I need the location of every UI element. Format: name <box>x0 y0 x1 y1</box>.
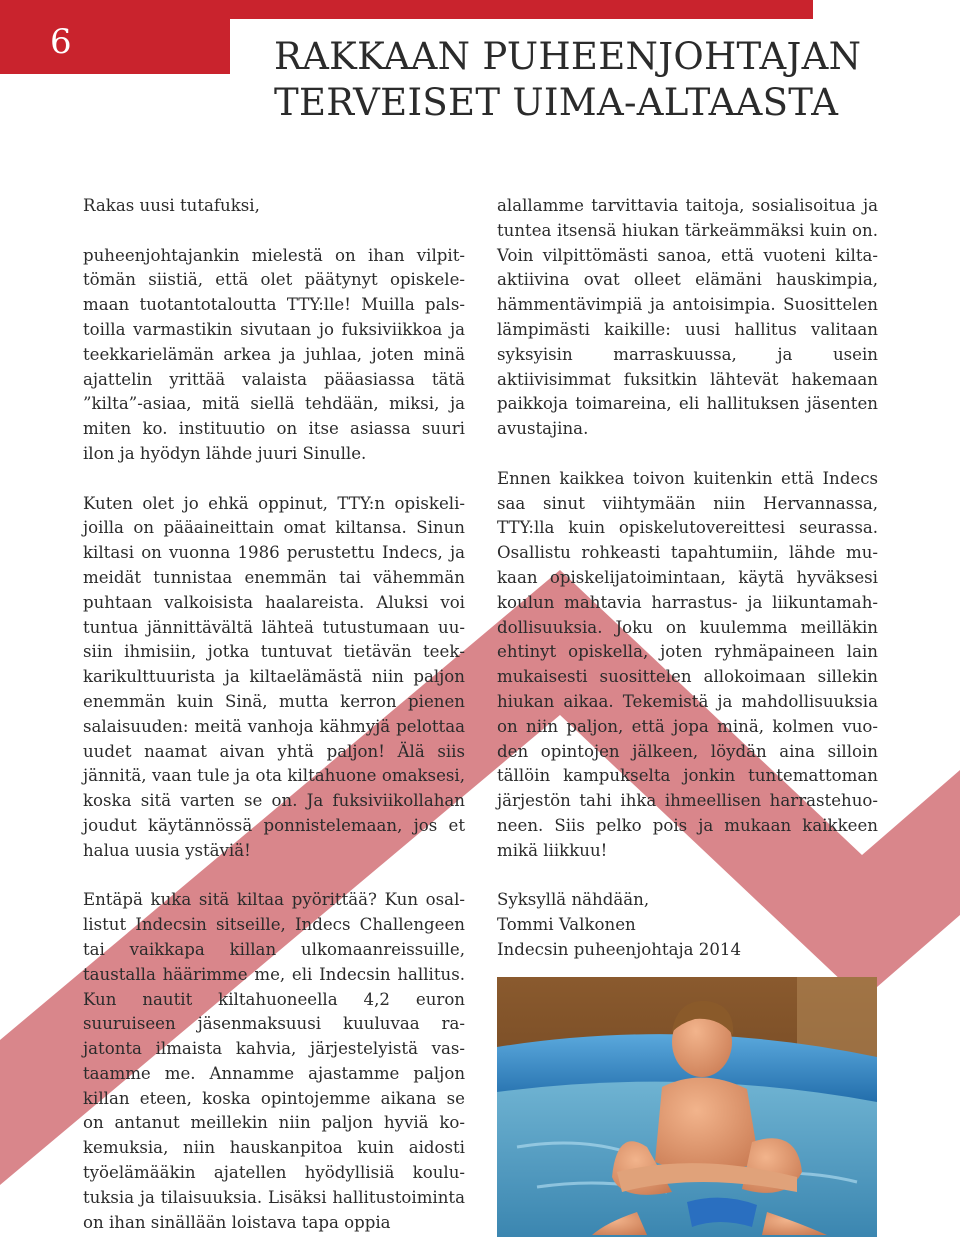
header-red-bar <box>230 0 813 19</box>
paragraph: puheenjohtajankin mielestä on ihan vilpittömän siistiä, että olet päätynyt opiskelemaan tuotantotaloutta TTY:lle! Muilla palstoilla varmastikin sivutaan jo fuksiviikkoa ja teekkarielämän arkea ja juhlaa, joten minä ajattelin yrittää valaista pääasiassa tätä ”kilta”-asiaa, mitä siellä tehdään, miksi, ja miten ko. instituutio on itse asiassa suuri ilon ja hyödyn lähde juuri Sinulle. <box>83 245 465 463</box>
signature-line: Syksyllä nähdään, <box>497 890 650 910</box>
header-red-block <box>0 0 230 74</box>
paragraph: alallamme tarvittavia taitoja, sosialisoitua ja tuntea itsensä hiukan tärkeämmäksi kuin on. Voin vilpittömästi sanoa, että vuoteni kilta-aktiivina ovat olleet elämäni hauskimpia, hämmentävimpiä ja antoisimpia. Suosittelen lämpimästi kaikille: uusi hallitus valitaan syksyisin marraskuussa, ja usein aktiivisimmat fuksitkin lähtevät hakemaan paikkoja toimareina, eli hallituksen jäsenten avustajina. <box>497 196 878 439</box>
signature-title: Indecsin puheenjohtaja 2014 <box>497 939 742 959</box>
paragraph: Entäpä kuka sitä kiltaa pyörittää? Kun osallistut Indecsin sitseille, Indecs Challengeen tai vaikkapa killan ulkomaanreissuille, taustalla häärimme me, eli Indecsin hallitus. Kun nautit kiltahuoneella 4,2 euron suuruiseen jäsenmaksuusi kuuluvaa rajatonta ilmaista kahvia, järjestelyistä vastaamme me. Annamme ajastamme paljon killan eteen, koska opintojemme aikana se on antanut meillekin niin paljon hyviä kokemuksia, niin hauskanpitoa kuin aidosti työelämääkin ajatellen hyödyllisiä koulutuksia ja tilaisuuksia. Lisäksi hallitustoiminta on ihan sinällään loistava tapa oppia <box>83 890 465 1232</box>
right-column <box>497 194 878 963</box>
page-number: 6 <box>50 22 72 62</box>
title-line-1: RAKKAAN PUHEENJOHTAJAN <box>274 35 862 78</box>
greeting: Rakas uusi tutafuksi, <box>83 196 260 215</box>
left-column <box>83 194 465 1235</box>
chairman-photo <box>497 977 877 1237</box>
paragraph: Ennen kaikkea toivon kuitenkin että Indecs saa sinut viihtymään niin Hervannassa, TTY:lla kuin opiskelutovereittesi seurassa. Osallistu rohkeasti tapahtumiin, lähde mukaan opiskelijatoimintaan, käytä hyväksesi koulun mahtavia harrastus- ja liikuntamahdollisuuksia. Joku on kuulemma meilläkin ehtinyt opiskella, joten ryhmäpaineen lain mukaisesti suosittelen allokoimaan sillekin hiukan aikaa. Tekemistä ja mahdollisuuksia on niin paljon, että jopa minä, kolmen vuoden opintojen jälkeen, löydän aina silloin tällöin kampukselta jonkin tuntemattoman järjestön tahi ihka ihmeellisen harrastehuoneen. Siis pelko pois ja mukaan kaikkeen mikä liikkuu! <box>497 468 878 860</box>
paragraph: Kuten olet jo ehkä oppinut, TTY:n opiskelijoilla on pääaineittain omat kiltansa. Sinun kiltasi on vuonna 1986 perustettu Indecs, ja meidät tunnistaa enemmän tai vähemmän puhtaan valkoisista haalareista. Aluksi voi tuntua jännittävältä lähteä tutustumaan uusiin ihmisiin, jotka tuntuvat tietävän teekkarikulttuurista ja kiltaelämästä niin paljon enemmän kuin Sinä, mutta kerron pienen salaisuuden: meitä vanhoja kähmyjä pelottaa uudet naamat aivan yhtä paljon! Älä siis jännitä, vaan tule ja ota kiltahuone omaksesi, koska sitä varten se on. Ja fuksiviikollahan joudut käytännössä ponnistelemaan, jos et halua uusia ystäviä! <box>83 493 465 860</box>
article-title <box>274 34 861 126</box>
signature-name: Tommi Valkonen <box>497 915 636 935</box>
pool-photo-illustration <box>497 977 877 1237</box>
title-line-2: TERVEISET UIMA-ALTAASTA <box>274 81 839 124</box>
